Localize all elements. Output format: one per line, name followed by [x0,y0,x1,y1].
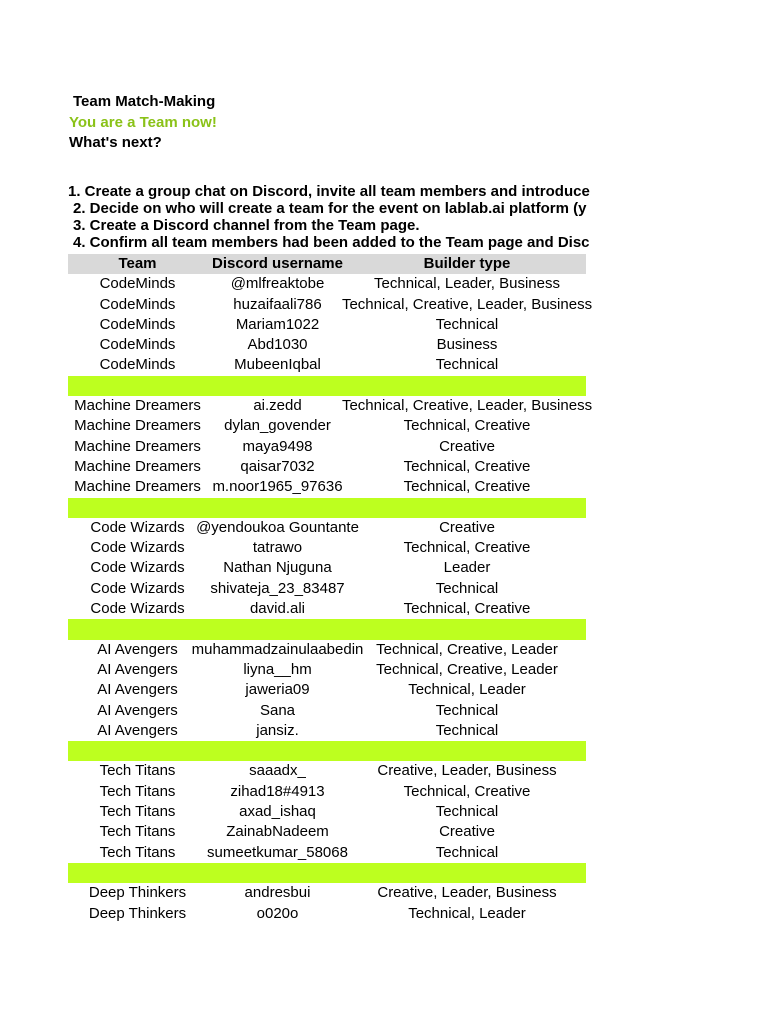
discord-username-cell: dylan_govender [224,417,331,435]
builder-type-cell: Technical [435,843,499,861]
table-header-row [68,254,586,274]
team-cell: Deep Thinkers [88,884,187,902]
team-cell: Machine Dreamers [74,417,201,435]
table-row [68,335,586,355]
discord-username-cell: o020o [256,904,299,922]
discord-username-cell: liyna__hm [243,660,312,678]
team-cell: Code Wizards [90,518,185,536]
discord-username-cell: zihad18#4913 [230,782,325,800]
builder-type-cell: Leader [443,559,491,577]
team-cell: CodeMinds [99,315,176,333]
team-cell: AI Avengers [97,640,178,658]
discord-username-cell: jaweria09 [245,681,310,699]
table-row [68,802,586,822]
discord-username-cell: david.ali [249,600,306,618]
discord-username-cell: saaadx_ [249,762,306,780]
table-row [68,355,586,375]
table-row [68,477,586,497]
builder-type-cell: Creative [439,518,495,536]
step-item: 1. Create a group chat on Discord, invite all team members and introduce [68,183,590,200]
step-item: 4. Confirm all team members had been added to the Team page and Disc [73,234,590,251]
discord-username-cell: m.noor1965_97636 [212,478,343,496]
next-steps-list [68,183,590,251]
table-row [68,721,586,741]
team-cell: Tech Titans [99,803,176,821]
table-row [68,660,586,680]
discord-username-cell: ZainabNadeem [226,823,329,841]
table-row [68,761,586,781]
team-cell: CodeMinds [99,275,176,293]
table-row [68,680,586,700]
discord-username-cell: ai.zedd [253,397,302,415]
builder-type-cell: Technical [435,579,499,597]
builder-type-cell: Technical, Creative [403,600,531,618]
table-row [68,295,593,315]
builder-type-cell: Technical, Creative [403,457,531,475]
discord-username-cell: sumeetkumar_58068 [207,843,348,861]
next-steps-heading: What's next? [69,134,162,151]
team-cell: Tech Titans [99,762,176,780]
discord-username-cell: tatrawo [252,539,303,557]
team-cell: Code Wizards [90,600,185,618]
builder-type-cell: Technical, Creative, Leader, Business [341,295,593,313]
team-cell: Tech Titans [99,782,176,800]
table-row [68,822,586,842]
table-row [68,457,586,477]
team-separator-row [68,619,586,639]
builder-type-cell: Technical, Creative [403,782,531,800]
builder-type-cell: Technical, Creative [403,478,531,496]
page-title: Team Match-Making [73,93,216,110]
team-separator-row [68,498,586,518]
team-cell: AI Avengers [97,660,178,678]
table-row [68,538,586,558]
builder-type-cell: Technical, Creative, Leader [376,660,558,678]
team-separator-row [68,741,586,761]
discord-username-cell: Mariam1022 [235,315,320,333]
builder-type-cell: Technical, Leader [408,681,526,699]
builder-type-cell: Technical [435,315,499,333]
team-cell: Machine Dreamers [74,397,201,415]
builder-type-cell: Creative, Leader, Business [377,762,557,780]
discord-username-cell: MubeenIqbal [234,356,321,374]
team-cell: Code Wizards [90,559,185,577]
header-team: Team [118,255,157,272]
builder-type-cell: Technical, Leader [408,904,526,922]
discord-username-cell: Sana [259,701,296,719]
team-cell: Machine Dreamers [74,437,201,455]
discord-username-cell: jansiz. [256,721,299,739]
team-status-message: You are a Team now! [69,114,217,131]
builder-type-cell: Creative [439,437,495,455]
table-row [68,904,586,924]
header-discord-username: Discord username [212,255,343,272]
builder-type-cell: Creative [439,823,495,841]
discord-username-cell: @yendoukoa Gountante [196,518,359,536]
builder-type-cell: Technical, Creative [403,417,531,435]
table-row [68,782,586,802]
discord-username-cell: Nathan Njuguna [223,559,332,577]
table-row [68,599,586,619]
team-cell: CodeMinds [99,356,176,374]
builder-type-cell: Creative, Leader, Business [377,884,557,902]
team-cell: CodeMinds [99,336,176,354]
table-row [68,579,586,599]
table-row [68,396,593,416]
team-cell: Code Wizards [90,579,185,597]
table-row [68,437,586,457]
builder-type-cell: Technical [435,803,499,821]
table-row [68,315,586,335]
builder-type-cell: Technical, Creative, Leader, Business [341,397,593,415]
table-row [68,416,586,436]
team-cell: Machine Dreamers [74,457,201,475]
discord-username-cell: andresbui [244,884,311,902]
team-cell: Code Wizards [90,539,185,557]
team-cell: Machine Dreamers [74,478,201,496]
step-item: 2. Decide on who will create a team for the event on lablab.ai platform (y [73,200,587,217]
team-cell: Tech Titans [99,823,176,841]
team-cell: AI Avengers [97,721,178,739]
team-cell: AI Avengers [97,701,178,719]
table-row [68,701,586,721]
team-cell: AI Avengers [97,681,178,699]
team-separator-row [68,863,586,883]
team-cell: Tech Titans [99,843,176,861]
discord-username-cell: muhammadzainulaabedin [191,640,364,658]
builder-type-cell: Technical, Creative [403,539,531,557]
discord-username-cell: qaisar7032 [240,457,315,475]
table-row [68,843,586,863]
team-table [68,254,593,924]
table-row [68,558,586,578]
builder-type-cell: Technical, Leader, Business [374,275,560,293]
builder-type-cell: Technical [435,701,499,719]
header-builder-type: Builder type [423,255,511,272]
team-cell: Deep Thinkers [88,904,187,922]
builder-type-cell: Technical [435,721,499,739]
discord-username-cell: shivateja_23_83487 [210,579,345,597]
team-separator-row [68,376,586,396]
table-row [68,518,586,538]
table-row [68,640,586,660]
discord-username-cell: Abd1030 [247,336,308,354]
step-item: 3. Create a Discord channel from the Team page. [73,217,420,234]
team-cell: CodeMinds [99,295,176,313]
builder-type-cell: Business [436,336,498,354]
table-row [68,883,586,903]
table-row [68,274,586,294]
builder-type-cell: Technical [435,356,499,374]
discord-username-cell: maya9498 [242,437,313,455]
builder-type-cell: Technical, Creative, Leader [376,640,558,658]
discord-username-cell: @mlfreaktobe [230,275,325,293]
discord-username-cell: huzaifaali786 [233,295,322,313]
discord-username-cell: axad_ishaq [239,803,316,821]
